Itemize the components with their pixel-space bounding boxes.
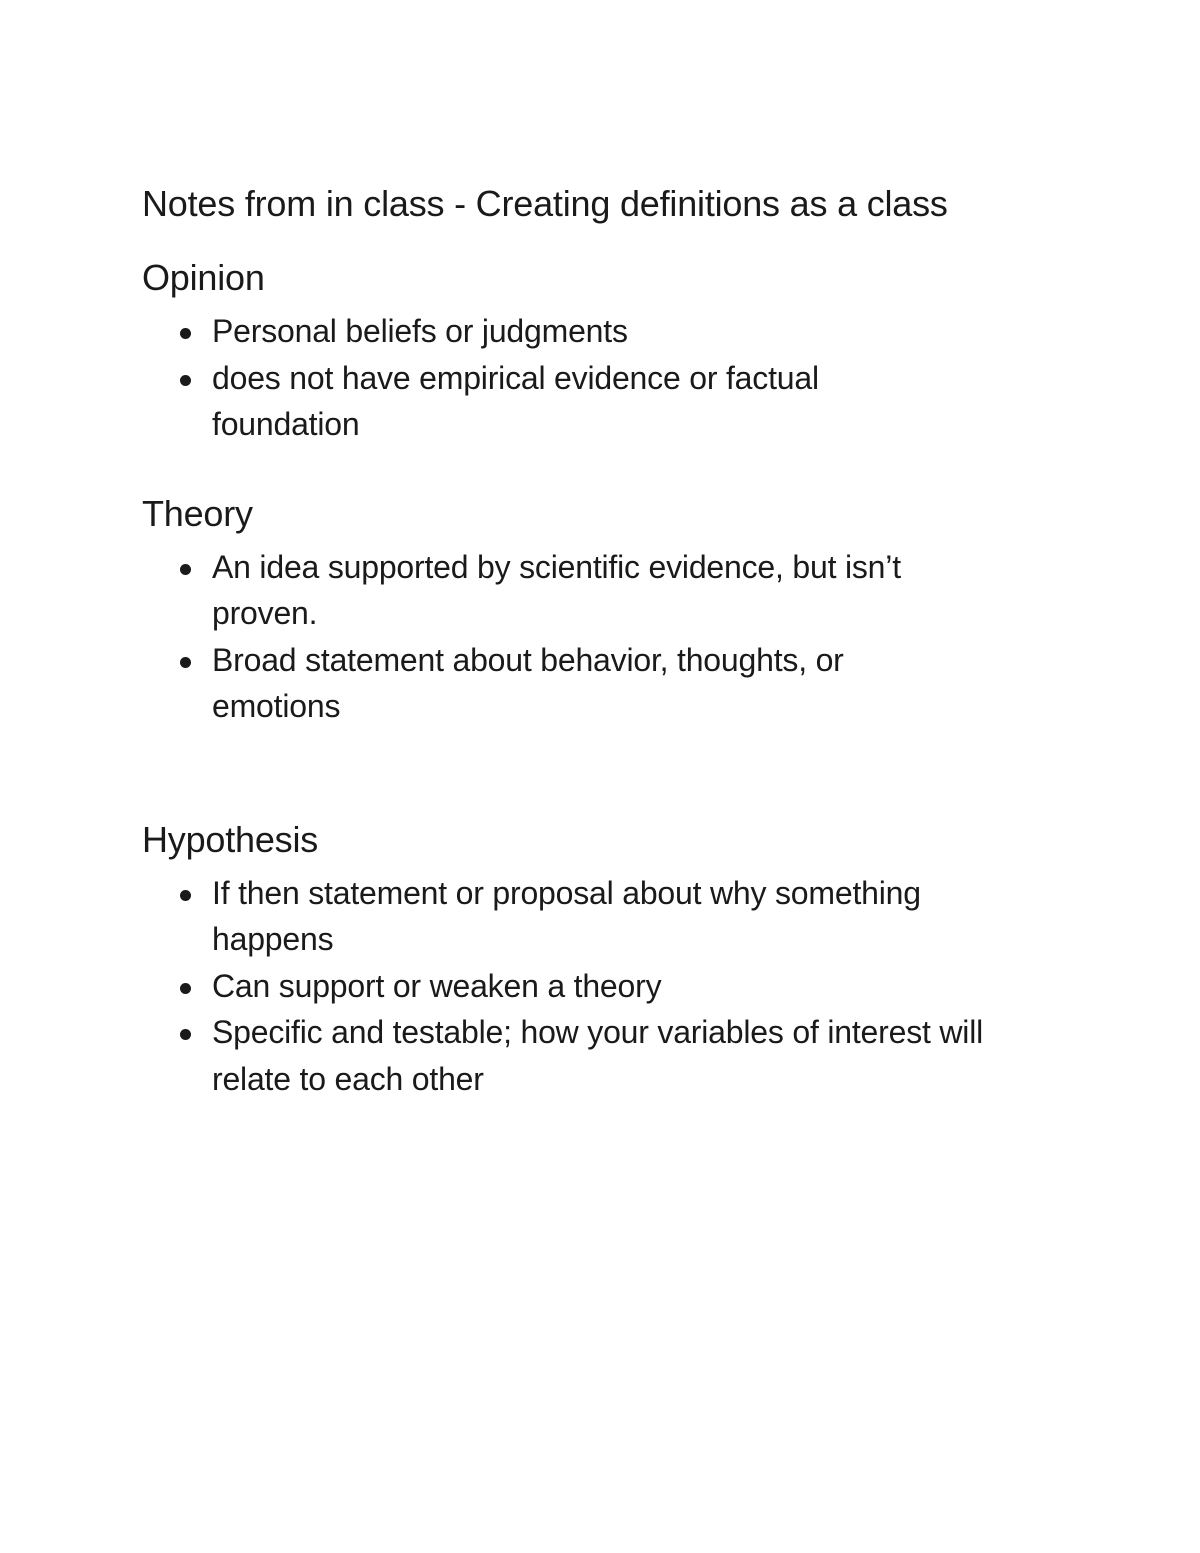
list-item-text: Personal beliefs or judgments <box>212 313 628 349</box>
section-heading-hypothesis: Hypothesis <box>142 818 319 860</box>
list-item-text: If then statement or proposal about why something happens <box>212 874 921 957</box>
section-heading-theory: Theory <box>142 492 253 534</box>
bullet-icon <box>180 328 191 339</box>
list-item <box>212 355 912 448</box>
bullet-icon <box>180 1029 191 1040</box>
list-item-text: Specific and testable; how your variables of interest will relate to each other <box>212 1014 984 1097</box>
list-item <box>212 963 1062 1010</box>
bullet-list-hypothesis <box>142 870 1062 1103</box>
section-opinion <box>142 254 1062 448</box>
list-item-text: Broad statement about behavior, thoughts, or emotions <box>212 641 844 724</box>
list-item <box>212 637 932 730</box>
bullet-icon <box>180 375 191 386</box>
bullet-icon <box>180 564 191 575</box>
list-item-text: An idea supported by scientific evidence, but isn’t proven. <box>212 548 901 631</box>
list-item <box>212 1009 1032 1102</box>
document-title: Notes from in class - Creating definitions as a class <box>142 183 948 224</box>
list-item <box>212 544 1002 637</box>
bullet-list-opinion <box>142 308 1062 448</box>
bullet-icon <box>180 890 191 901</box>
section-theory <box>142 490 1062 730</box>
section-heading-opinion: Opinion <box>142 257 265 298</box>
list-item <box>212 308 1062 355</box>
section-hypothesis <box>142 816 1062 1103</box>
bullet-icon <box>180 657 191 668</box>
bullet-icon <box>180 983 191 994</box>
list-item-text: Can support or weaken a theory <box>212 967 662 1004</box>
bullet-list-theory <box>142 544 1062 730</box>
list-item <box>212 870 1012 963</box>
document-content <box>142 180 1062 1102</box>
list-item-text: does not have empirical evidence or factual foundation <box>212 359 819 442</box>
